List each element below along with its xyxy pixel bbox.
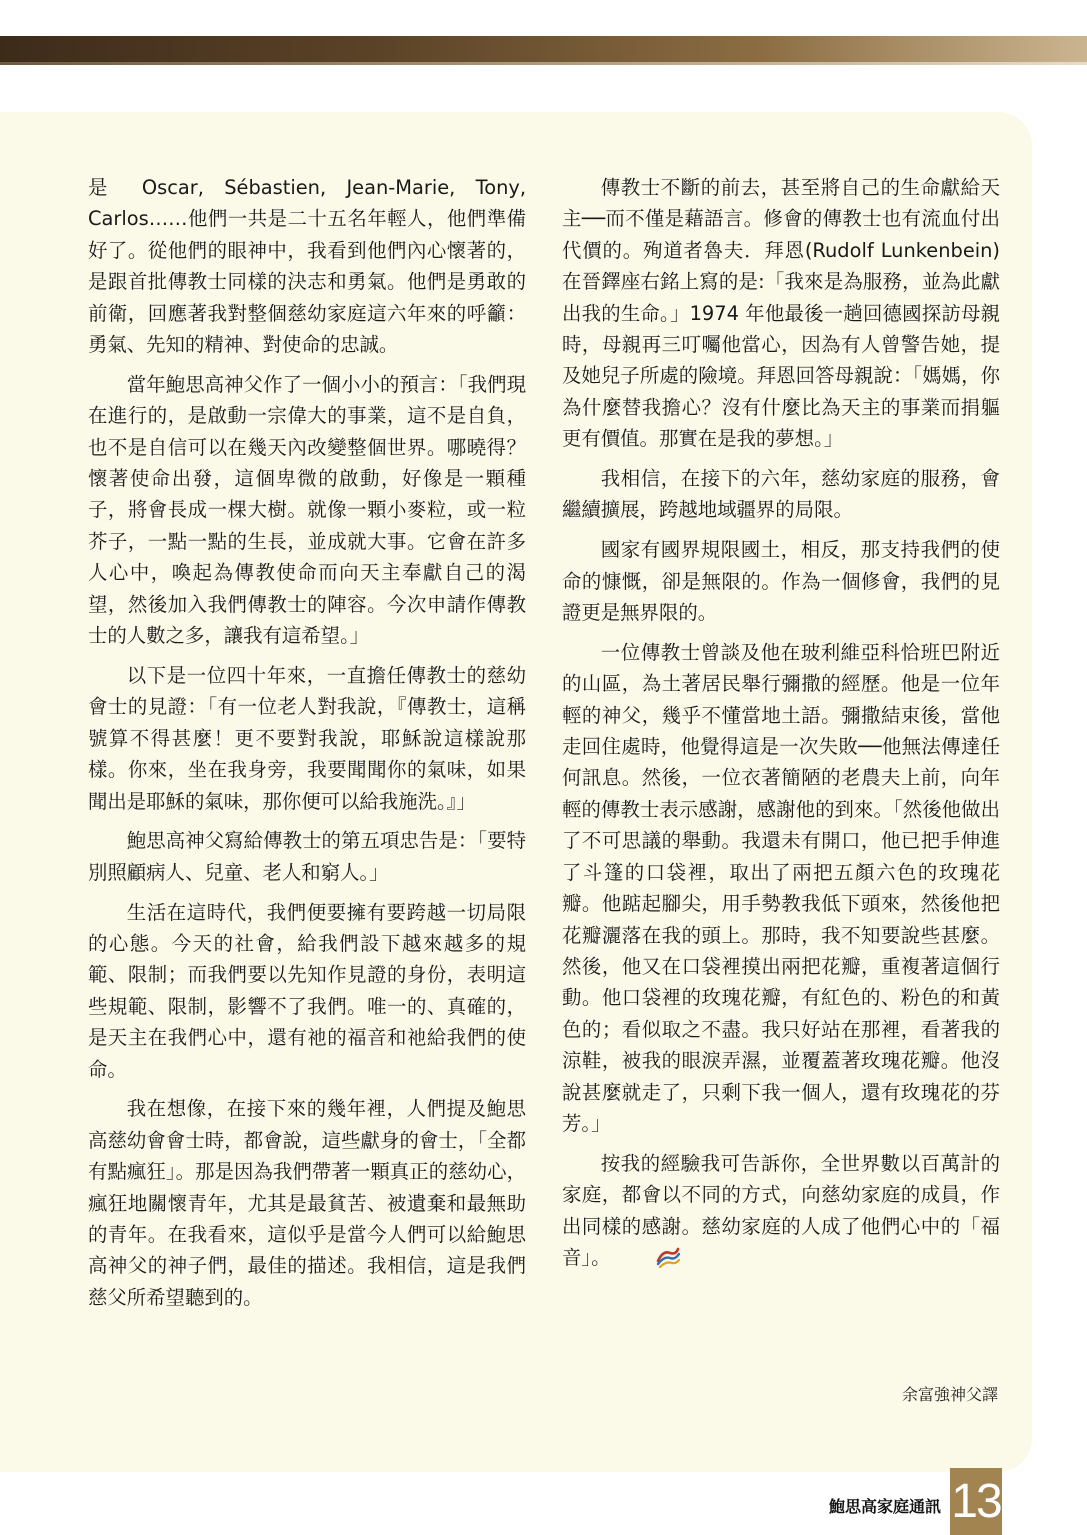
paragraph: 傳教士不斷的前去，甚至將自己的生命獻給天主──而不僅是藉語言。修會的傳教士也有流血付出代價的。殉道者魯夫．拜恩(Rudolf Lunkenbein) 在晉鐸座右銘上寫的是:「我來是為服務，並為此獻出我的生命。」1974 年他最後一趟回德國探訪母親時，母親再三叮囑他當心，因為有人曾警告她，提及她兒子所處的險境。拜恩回答母親說：「媽媽，你為什麼替我擔心？沒有什麼比為天主的事業而捐軀更有價值。那實在是我的夢想。」: [562, 176, 1000, 451]
page-number: 13: [951, 1475, 1001, 1528]
paragraph: 鮑思高神父寫給傳教士的第五項忠告是：「要特別照顧病人、兒童、老人和窮人。」: [88, 829, 526, 884]
publication-title: 鮑思高家庭通訊: [828, 1497, 941, 1516]
paragraph: 國家有國界規限國土，相反，那支持我們的使命的慷慨，卻是無限的。作為一個修會，我們的見證更是無界限的。: [562, 538, 1000, 625]
paragraph: 當年鮑思高神父作了一個小小的預言：「我們現在進行的，是啟動一宗偉大的事業，這不是自負，也不是自信可以在幾天內改變整個世界。哪曉得？ 懷著使命出發，這個卑微的啟動，好像是一顆種子，將會長成一棵大樹。就像一顆小麥粒，或一粒芥子，一點一點的生長，並成就大事。它會在許多人心中，喚起為傳教使命而向天主奉獻自己的渴望，然後加入我們傳教士的陣容。今次申請作傳教士的人數之多，讓我有這希望。」: [88, 372, 526, 648]
paragraph: 一位傳教士曾談及他在玻利維亞科恰班巴附近的山區，為土著居民舉行彌撒的經歷。他是一位年輕的神父，幾乎不懂當地土語。彌撒結束後，當他走回住處時，他覺得這是一次失敗──他無法傳達任何訊息。然後，一位衣著簡陋的老農夫上前，向年輕的傳教士表示感謝，感謝他的到來。「然後他做出了不可思議的舉動。我還未有開口，他已把手伸進了斗篷的口袋裡，取出了兩把五顏六色的玫瑰花瓣。他踮起腳尖，用手勢教我低下頭來，然後他把花瓣灑落在我的頭上。那時，我不知要說些甚麼。然後，他又在口袋裡摸出兩把花瓣，重複著這個行動。他口袋裡的玫瑰花瓣，有紅色的、粉色的和黃色的；看似取之不盡。我只好站在那裡，看著我的涼鞋，被我的眼淚弄濕，並覆蓋著玫瑰花瓣。他沒說甚麼就走了，只剩下我一個人，還有玫瑰花的芬芳。」: [562, 640, 1000, 1135]
paragraph-text: 按我的經驗我可告訴你，全世界數以百萬計的家庭，都會以不同的方式，向慈幼家庭的成員，作出同樣的感謝。慈幼家庭的人成了他們心中的「福音」。: [562, 1151, 1000, 1269]
paragraph: 我在想像，在接下來的幾年裡，人們提及鮑思高慈幼會會士時，都會說，這些獻身的會士，「全都有點瘋狂」。那是因為我們帶著一顆真正的慈幼心，瘋狂地關懷青年，尤其是最貧苦、被遺棄和最無助的青年。在我看來，這似乎是當今人們可以給鮑思高神父的神子們，最佳的描述。我相信，這是我們慈父所希望聽到的。: [88, 1097, 526, 1309]
paragraph: 以下是一位四十年來，一直擔任傳教士的慈幼會士的見證：「有一位老人對我說，『傳教士，這稱號算不得甚麼！更不要對我說，耶穌說這樣說那樣。你來，坐在我身旁，我要聞聞你的氣味，如果聞出是耶穌的氣味，那你便可以給我施洗。』」: [88, 663, 526, 813]
header-decorative-bar: [0, 36, 1087, 62]
translator-credit: 余富強神父譯: [901, 1385, 998, 1404]
paragraph: 生活在這時代，我們便要擁有要跨越一切局限的心態。今天的社會，給我們設下越來越多的規範、限制；而我們要以先知作見證的身份，表明這些規範、限制，影響不了我們。唯一的、真確的，是天主在我們心中，還有祂的福音和祂給我們的使命。: [88, 900, 526, 1081]
end-mark-icon: [616, 1246, 642, 1268]
article-left-column: [88, 172, 526, 1322]
paragraph: 我相信，在接下的六年，慈幼家庭的服務，會繼續擴展，跨越地域疆界的局限。: [562, 467, 1000, 522]
article-right-column: [562, 172, 1000, 1282]
page-number-box: [950, 1468, 1002, 1535]
paragraph-with-end-mark: [562, 1148, 1000, 1274]
paragraph: 是 Oscar, Sébastien, Jean-Marie, Tony, Carlos……他們一共是二十五名年輕人，他們準備好了。從他們的眼神中，我看到他們內心懷著的，是跟首批傳教士同樣的決志和勇氣。他們是勇敢的前衛，回應著我對整個慈幼家庭這六年來的呼籲：勇氣、先知的精神、對使命的忠誠。: [88, 176, 526, 357]
